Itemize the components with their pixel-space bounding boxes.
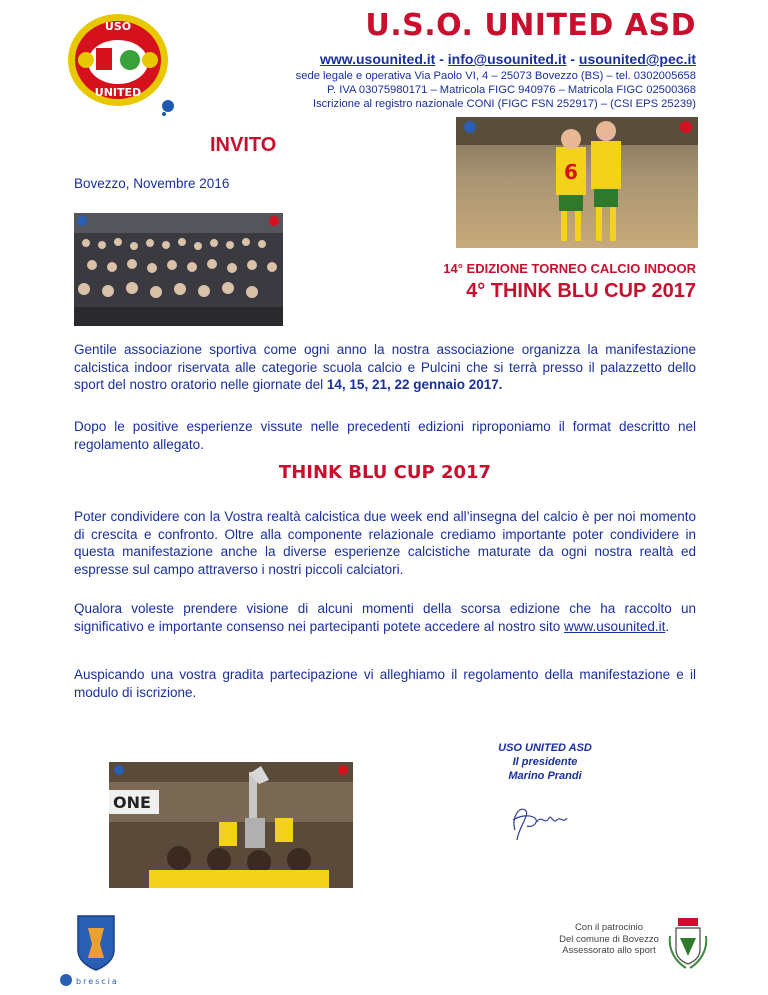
- edition-label: 14° EDIZIONE TORNEO CALCIO INDOOR: [443, 261, 696, 276]
- paragraph-website-text: Qualora voleste prendere visione di alcuni momenti della scorsa edizione che ha raccolto un significativo e importante consenso nei partecipanti potete accedere al nostro sito: [74, 601, 696, 634]
- paragraph-closing: Auspicando una vostra gradita partecipazione vi alleghiamo il regolamento della manifestazione e il modulo di iscrizione.: [74, 667, 696, 700]
- pec-link[interactable]: usounited@pec.it: [578, 51, 696, 67]
- patronage-line: Del comune di Bovezzo: [559, 933, 659, 945]
- registry-line: Iscrizione al registro nazionale CONI (FIGC FSN 252917) – (CSI EPS 25239): [312, 98, 696, 110]
- patronage-text: [556, 922, 662, 957]
- patronage-line: Con il patrocinio: [574, 922, 644, 933]
- website-link[interactable]: www.usounited.it: [319, 51, 436, 67]
- signature-name: Marino Prandi: [508, 770, 582, 782]
- separator: -: [566, 51, 579, 67]
- site-link[interactable]: www.usounited.it: [564, 618, 666, 634]
- contact-links: [210, 51, 696, 67]
- crowd-photo: [74, 213, 283, 326]
- svg-text:6: 6: [564, 160, 578, 184]
- signature-block: [470, 741, 620, 783]
- trophy-photo: [109, 762, 353, 888]
- brescia-logo: [56, 910, 136, 990]
- kids-celebrating-photo: [456, 117, 698, 248]
- tournament-dates: 14, 15, 21, 22 gennaio 2017.: [326, 377, 503, 392]
- date-line: Bovezzo, Novembre 2016: [74, 176, 230, 191]
- paragraph-intro-text: Gentile associazione sportiva come ogni anno la nostra associazione organizza la manifestazione calcistica indoor riservata alle categorie scuola calcio e Pulcini che si terrà presso il palazzetto dello sport del nostro oratorio nelle giornate del: [74, 342, 696, 392]
- svg-text:ONE: ONE: [113, 793, 151, 812]
- signature-org: USO UNITED ASD: [498, 742, 592, 754]
- vat-line: P. IVA 03075980171 – Matricola FIGC 940976 – Matricola FIGC 02500368: [327, 84, 696, 96]
- paragraph-intro: [74, 341, 696, 394]
- uso-united-logo: [64, 8, 182, 116]
- cup-title: 4° THINK BLU CUP 2017: [466, 280, 696, 302]
- signature-role: Il presidente: [512, 756, 578, 768]
- separator: -: [435, 51, 448, 67]
- patronage-line: Assessorato allo sport: [562, 945, 656, 956]
- address-line: sede legale e operativa Via Paolo VI, 4 – 25073 Bovezzo (BS) – tel. 0302005658: [295, 70, 696, 82]
- paragraph-website: [74, 600, 696, 635]
- paragraph-format: Dopo le positive esperienze vissute nelle precedenti edizioni riproponiamo il format descritto nel regolamento allegato.: [74, 419, 696, 452]
- logo-text-bottom: UNITED: [94, 86, 142, 99]
- logo-text-top: USO: [104, 20, 132, 33]
- handwritten-signature: [505, 800, 577, 842]
- bovezzo-crest-icon: [666, 916, 710, 972]
- invito-heading: INVITO: [210, 134, 277, 156]
- email-link[interactable]: info@usounited.it: [447, 51, 567, 67]
- brescia-label: brescia: [76, 977, 119, 986]
- period: .: [665, 618, 670, 634]
- paragraph-share: Poter condividere con la Vostra realtà calcistica due week end all’insegna del calcio è per noi momento di crescita e confronto. Oltre alla componente relazionale crediamo importante poter condividere in questa manifestazione anche la diverse esperienze calcistiche maturate da ogni nostra realtà ed espresse sul campo attraverso i nostri piccoli calciatori.: [74, 509, 696, 577]
- organization-title: U.S.O. UNITED ASD: [365, 8, 696, 43]
- section-subtitle: THINK BLU CUP 2017: [278, 462, 492, 483]
